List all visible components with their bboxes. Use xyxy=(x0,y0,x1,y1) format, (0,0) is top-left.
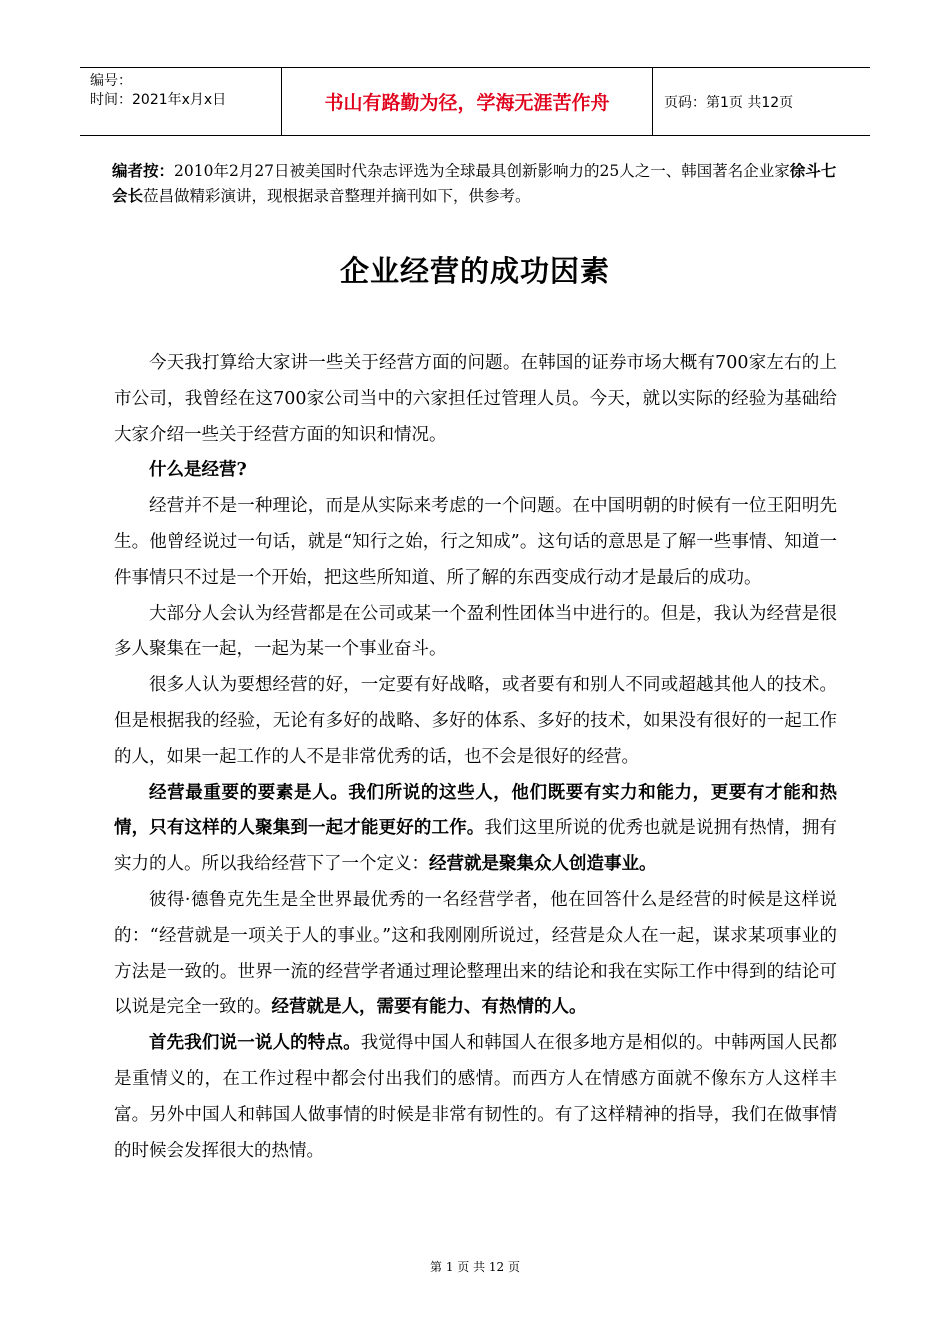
paragraph-7 xyxy=(114,1026,837,1169)
paragraph-5-bold: 经营最重要的要素是人。我们所说的这些人，他们既要有实力和能力，更要有才能和热情，只有这样的人聚集到一起才能更好的工作。 xyxy=(114,782,837,839)
header-table xyxy=(80,67,870,136)
editor-note-name: 徐斗七会长 xyxy=(112,162,837,205)
header-motto: 书山有路勤为径，学海无涯苦作舟 xyxy=(281,68,653,135)
paragraph-6-bold: 经营就是人，需要有能力、有热情的人。 xyxy=(271,997,587,1018)
date-label: 时间：2021年x月x日 xyxy=(90,92,227,108)
section-heading: 什么是经营? xyxy=(149,460,247,481)
paragraph-6-text: 彼得·德鲁克先生是全世界最优秀的一名经营学者，他在回答什么是经营的时候是这样说的：“经营就是一项关于人的事业。”这和我刚刚所说过，经营是众人在一起，谋求某项事业的方法是一致的。世界一流的经营学者通过理论整理出来的结论和我在实际工作中得到的结论可以说是完全一致的。 xyxy=(114,889,837,1018)
page-title: 企业经营的成功因素 xyxy=(339,254,610,288)
paragraph-7-text: 我觉得中国人和韩国人在很多地方是相似的。中韩两国人民都是重情义的，在工作过程中都会付出我们的感情。而西方人在情感方面就不像东方人这样丰富。另外中国人和韩国人做事情的时候是非常有韧性的。有了这样精神的指导，我们在做事情的时候会发挥很大的热情。 xyxy=(114,1033,838,1161)
paragraph-1: 今天我打算给大家讲一些关于经营方面的问题。在韩国的证券市场大概有700家左右的上市公司，我曾经在这700家公司当中的六家担任过管理人员。今天，就以实际的经验为基础给大家介绍一些关于经营方面的知识和情况。 xyxy=(114,353,837,445)
paragraph-5-definition: 经营就是聚集众人创造事业。 xyxy=(429,854,657,875)
header-page-label: 页码：第1页 共12页 xyxy=(664,94,794,111)
header-meta xyxy=(80,68,281,135)
paragraph-7-bold: 首先我们说一说人的特点。 xyxy=(149,1033,361,1054)
paragraph-5 xyxy=(114,776,837,883)
paragraph-3: 大部分人会认为经营都是在公司或某一个盈利性团体当中进行的。但是，我认为经营是很多人聚集在一起，一起为某一个事业奋斗。 xyxy=(114,603,837,660)
editor-note-text-2: 莅昌做精彩演讲，现根据录音整理并摘刊如下，供参考。 xyxy=(143,187,531,205)
page-footer: 第 1 页 共 12 页 xyxy=(430,1260,520,1274)
paragraph-5-text: 我们这里所说的优秀也就是说拥有热情，拥有实力的人。所以我给经营下了一个定义： xyxy=(114,818,838,875)
editor-note-label: 编者按： xyxy=(112,162,175,180)
editor-note xyxy=(112,159,842,209)
number-label: 编号： xyxy=(90,73,132,89)
editor-note-text-1: 2010年2月27日被美国时代杂志评选为全球最具创新影响力的25人之一、韩国著名企业家 xyxy=(174,162,790,180)
paragraph-2: 经营并不是一种理论，而是从实际来考虑的一个问题。在中国明朝的时候有一位王阳明先生。他曾经说过一句话，就是“知行之始，行之知成”。这句话的意思是了解一些事情、知道一件事情只不过是一个开始，把这些所知道、所了解的东西变成行动才是最后的成功。 xyxy=(114,496,837,588)
paragraph-6 xyxy=(114,883,837,1026)
paragraph-4: 很多人认为要想经营的好，一定要有好战略，或者要有和别人不同或超越其他人的技术。但是根据我的经验，无论有多好的战略、多好的体系、多好的技术，如果没有很好的一起工作的人，如果一起工作的人不是非常优秀的话，也不会是很好的经营。 xyxy=(114,675,837,767)
article-body xyxy=(114,346,837,1169)
